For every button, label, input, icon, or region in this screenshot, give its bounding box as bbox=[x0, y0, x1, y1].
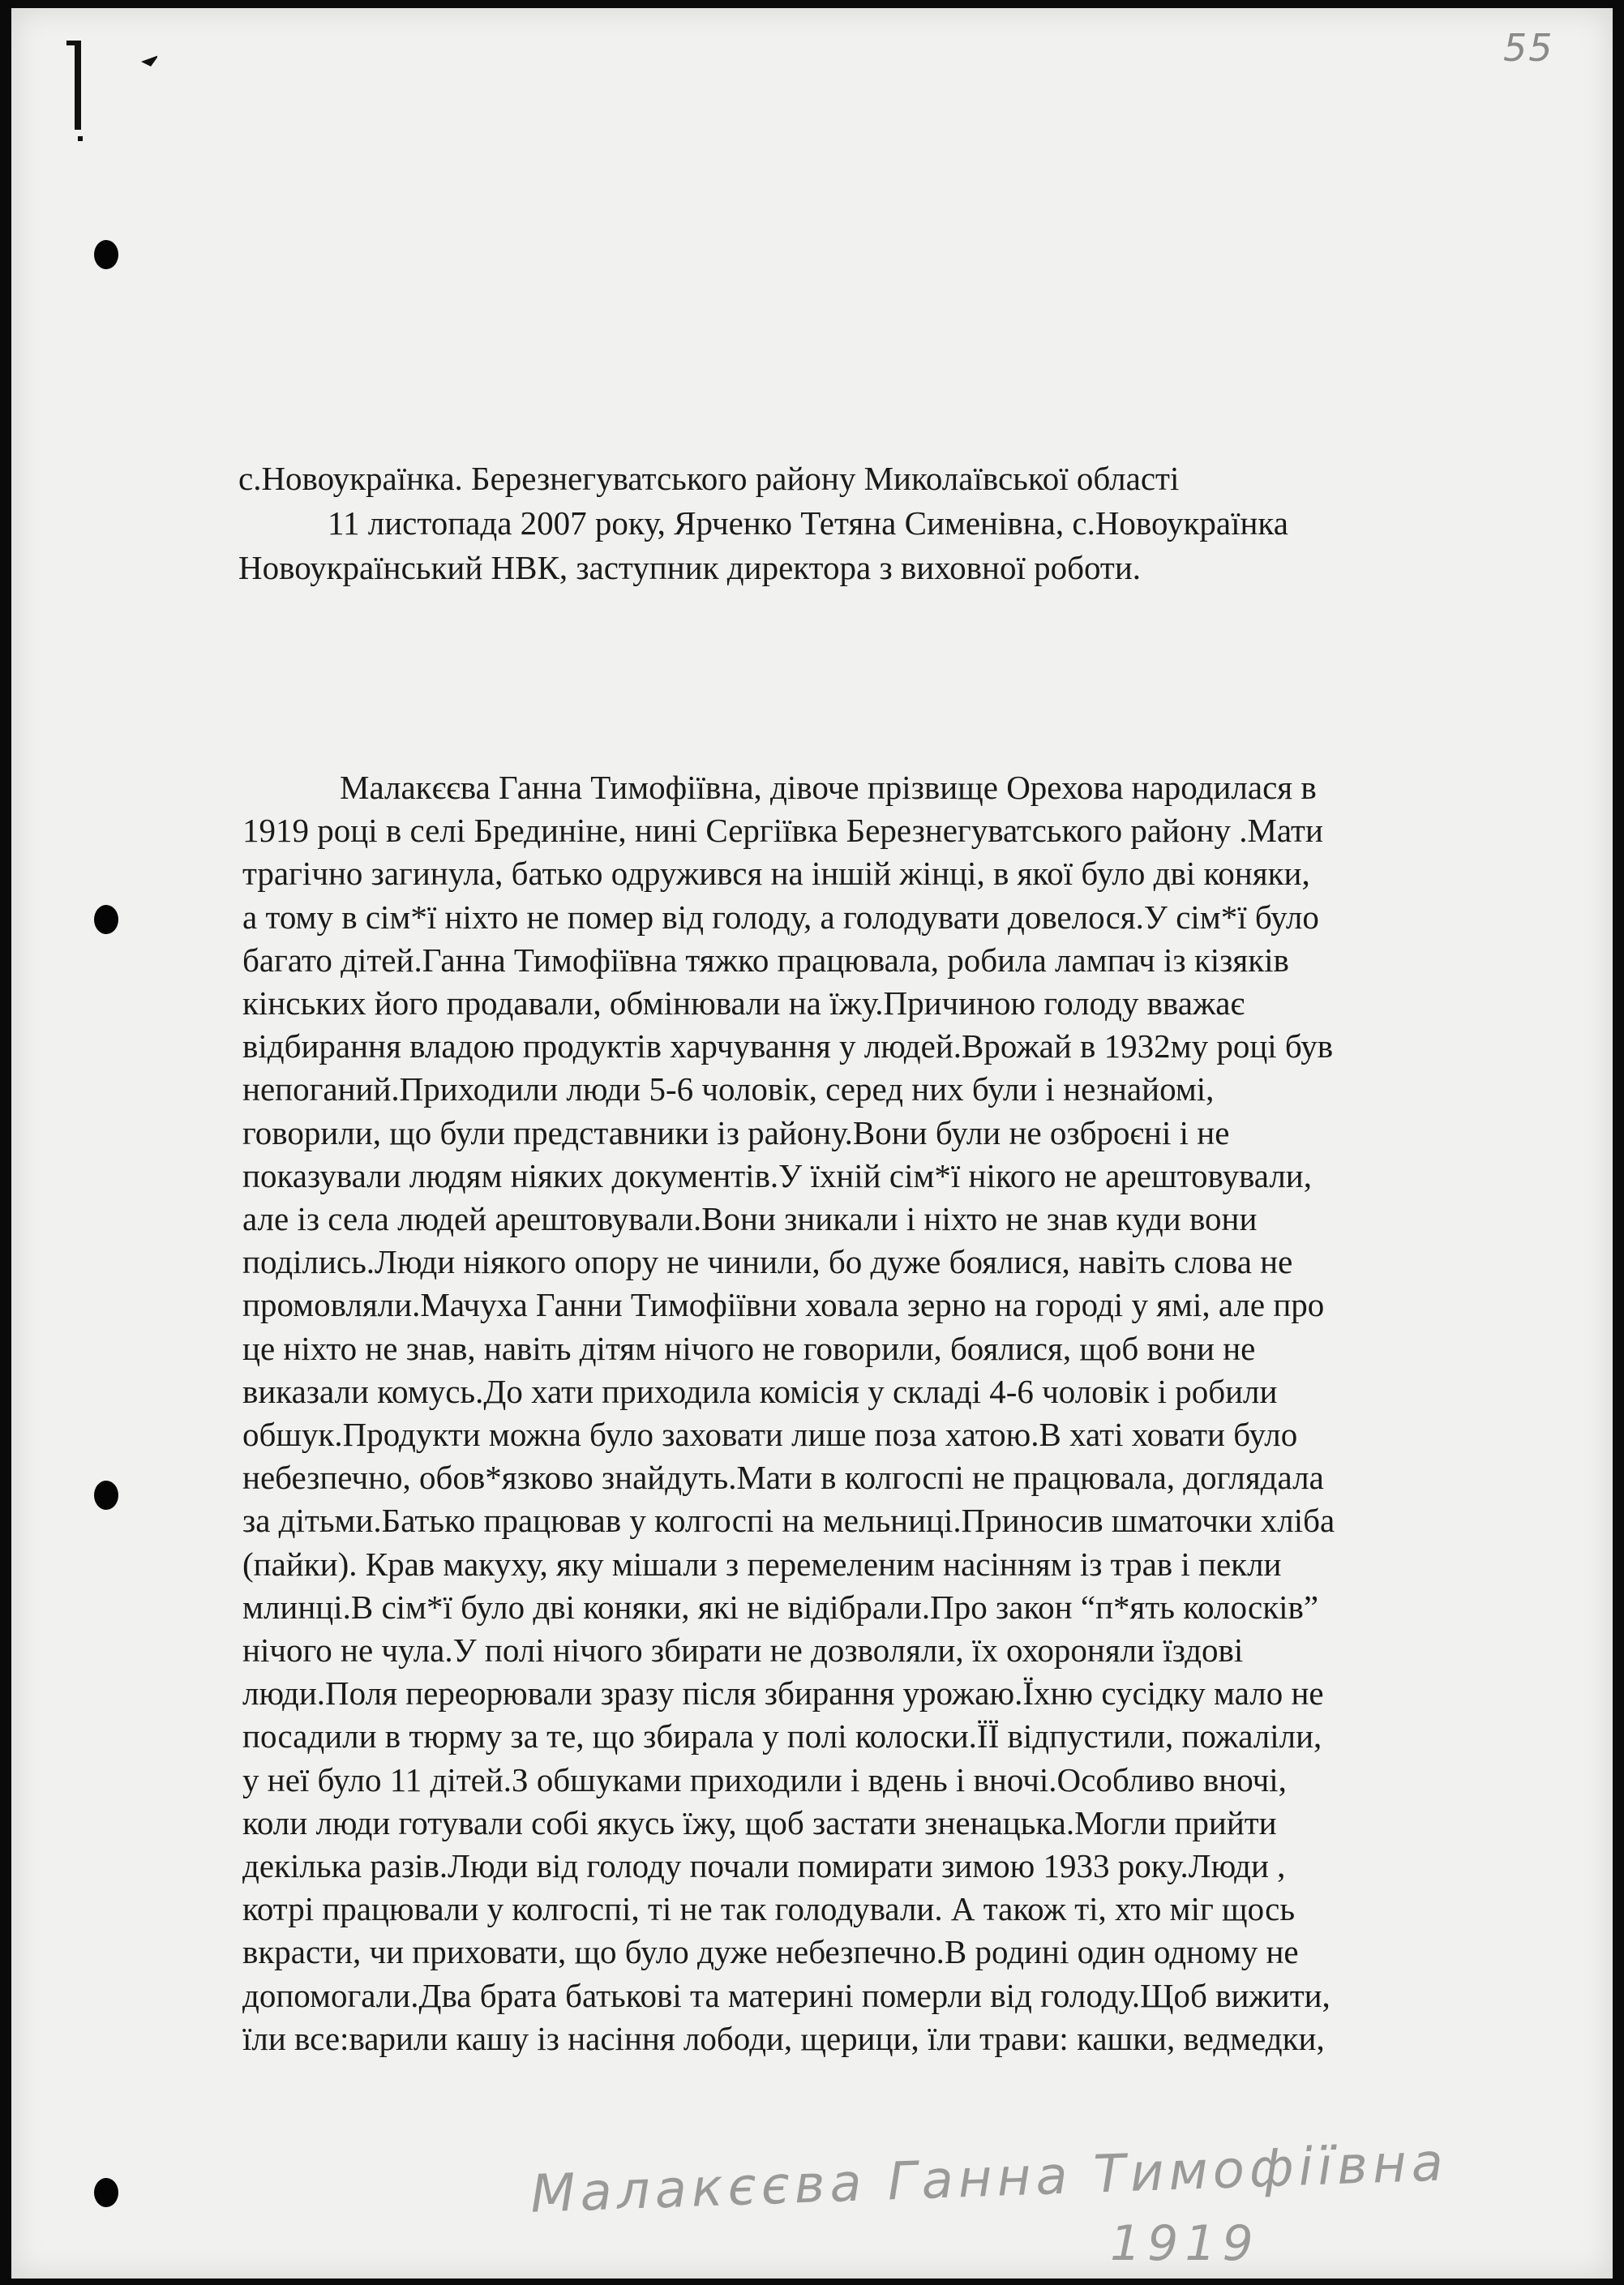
text-line: відбирання владою продуктів харчування у людей.Врожай в 1932му році був bbox=[242, 1027, 1334, 1065]
text-line: це ніхто не знав, навіть дітям нічого не говорили, боялися, щоб вони не bbox=[242, 1329, 1256, 1367]
text-line: люди.Поля переорювали зразу після збирання урожаю.Їхню сусідку мало не bbox=[242, 1674, 1324, 1713]
punch-hole-2 bbox=[94, 905, 118, 934]
text-line: виказали комусь.До хати приходила комісія у складі 4-6 чоловік і робили bbox=[242, 1372, 1278, 1410]
text-line: багато дітей.Ганна Тимофіївна тяжко працювала, робила лампач із кізяків bbox=[242, 941, 1289, 979]
punch-hole-3 bbox=[94, 1481, 118, 1510]
text-line: млинці.В сім*ї було дві коняки, які не відібрали.Про закон “п*ять колосків” bbox=[242, 1588, 1319, 1626]
text-line: (пайки). Крав макуху, яку мішали з перемеленим насінням із трав і пекли bbox=[242, 1545, 1282, 1583]
text-line: 1919 році в селі Брединіне, нині Сергіївка Березнегуватського району .Мати bbox=[242, 812, 1323, 850]
corner-mark-icon bbox=[60, 31, 157, 144]
header-line: с.Новоукраїнка. Березнегуватського району Миколаївської області bbox=[238, 460, 1180, 497]
text-line: непоганий.Приходили люди 5-6 чоловік, серед них були і незнайомі, bbox=[242, 1070, 1215, 1108]
text-line: говорили, що були представники із району.Вони були не озброєні і не bbox=[242, 1113, 1230, 1151]
header-line: 11 листопада 2007 року, Ярченко Тетяна Сименівна, с.Новоукраїнка bbox=[328, 504, 1288, 542]
text-line: вкрасти, чи приховати, що було дуже небезпечно.В родині один одному не bbox=[242, 1933, 1299, 1971]
text-line: небезпечно, обов*язково знайдуть.Мати в колгоспі не працювала, доглядала bbox=[242, 1459, 1324, 1497]
punch-hole-1 bbox=[94, 240, 118, 269]
page-number: 55 bbox=[1503, 26, 1554, 70]
header-line: Новоукраїнський НВК, заступник директора з виховної роботи. bbox=[238, 549, 1142, 586]
document-page bbox=[11, 8, 1613, 2279]
text-line: поділись.Люди ніякого опору не чинили, бо дуже боялися, навіть слова не bbox=[242, 1243, 1293, 1281]
text-line: нічого не чула.У полі нічого збирати не дозволяли, їх охороняли їздові bbox=[242, 1631, 1244, 1670]
punch-hole-4 bbox=[94, 2178, 118, 2207]
text-line: а тому в сім*ї ніхто не помер від голоду, а голодувати довелося.У сім*ї було bbox=[242, 898, 1319, 936]
text-line: посадили в тюрму за те, що збирала у полі колоски.ЇЇ відпустили, пожаліли, bbox=[242, 1717, 1322, 1756]
testimony-text bbox=[242, 766, 1507, 2060]
text-line: але із села людей арештовували.Вони зникали і ніхто не знав куди вони bbox=[242, 1200, 1258, 1238]
signature-year: 1919 bbox=[1110, 2215, 1260, 2272]
text-line: декілька разів.Люди від голоду почали помирати зимою 1933 року.Люди , bbox=[242, 1847, 1286, 1885]
text-line: за дітьми.Батько працював у колгоспі на мельниці.Приносив шматочки хліба bbox=[242, 1502, 1335, 1540]
text-line: у неї було 11 дітей.З обшуками приходили і вдень і вночі.Особливо вночі, bbox=[242, 1760, 1287, 1798]
text-line: котрі працювали у колгоспі, ті не так голодували. А також ті, хто міг щось bbox=[242, 1890, 1296, 1928]
text-line: допомогали.Два брата батькові та материні померли від голоду.Щоб вижити, bbox=[242, 1976, 1330, 2014]
document-header bbox=[238, 457, 1471, 590]
text-line: трагічно загинула, батько одружився на іншій жінці, в якої було дві коняки, bbox=[242, 855, 1310, 893]
text-line: їли все:варили кашу із насіння лободи, щерици, їли трави: кашки, ведмедки, bbox=[242, 2019, 1325, 2057]
text-line: коли люди готували собі якусь їжу, щоб застати зненацька.Могли прийти bbox=[242, 1803, 1277, 1841]
text-line: показували людям ніяких документів.У їхній сім*ї нікого не арештовували, bbox=[242, 1156, 1312, 1194]
text-line: обшук.Продукти можна було заховати лише поза хатою.В хаті ховати було bbox=[242, 1416, 1298, 1454]
text-line: промовляли.Мачуха Ганни Тимофіївни ховала зерно на городі у ямі, але про bbox=[242, 1286, 1325, 1324]
text-line: Малакєєва Ганна Тимофіївна, дівоче прізвище Орехова народилася в bbox=[340, 769, 1317, 806]
signature-name: Малакєєва Ганна Тимофіївна bbox=[529, 2133, 1450, 2225]
handwritten-signature bbox=[529, 2133, 1503, 2279]
text-line: кінських його продавали, обмінювали на їжу.Причиною голоду вважає bbox=[242, 984, 1245, 1022]
